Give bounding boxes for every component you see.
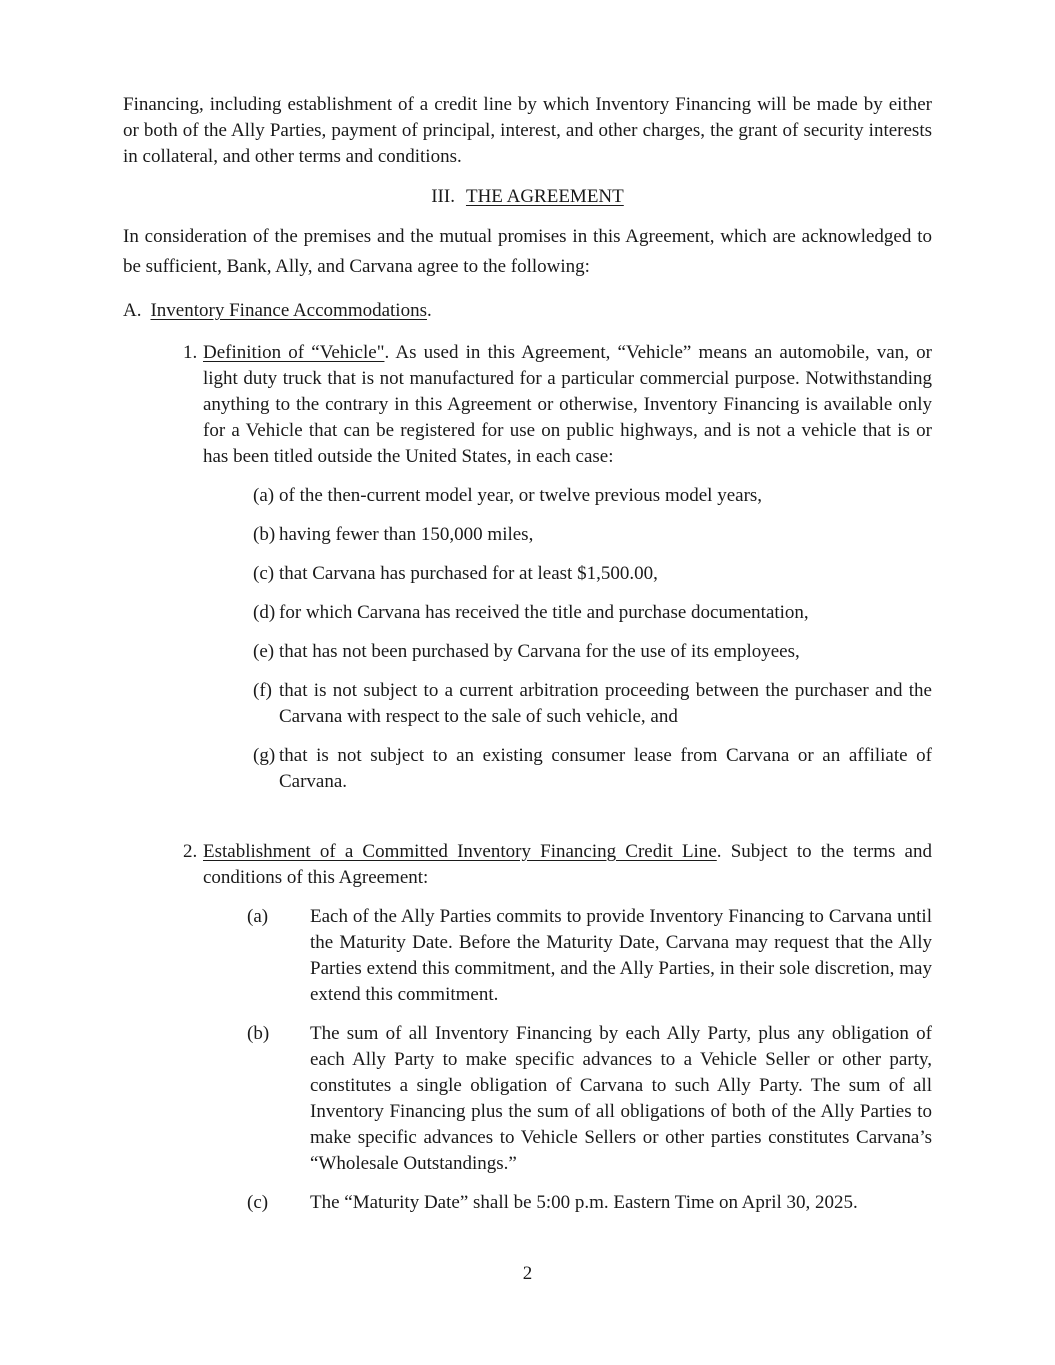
- list-item: [123, 561, 932, 587]
- list-item: [123, 1190, 932, 1216]
- section-a-heading: [123, 298, 932, 324]
- list-item-text: that has not been purchased by Carvana for the use of its employees,: [279, 641, 800, 662]
- item-2-number: 2.: [183, 841, 198, 862]
- list-item-label: (f): [253, 680, 272, 701]
- section-a-suffix: .: [426, 300, 432, 321]
- item-2: [123, 839, 932, 891]
- list-item-label: (e): [253, 641, 275, 662]
- item-2-body: Subject to the terms and conditions of this Agreement:: [203, 841, 932, 888]
- list-item-text: for which Carvana has received the title and purchase documentation,: [279, 602, 809, 623]
- item-1-paragraph: [203, 340, 932, 470]
- list-item: [123, 743, 932, 795]
- list-item-text: that is not subject to a current arbitration proceeding between the purchaser and the Carvana with respect to the sale of such vehicle, and: [279, 680, 932, 727]
- list-item-label: (c): [253, 563, 275, 584]
- list-item-text: that is not subject to an existing consumer lease from Carvana or an affiliate of Carvana.: [279, 745, 932, 792]
- list-item-text: that Carvana has purchased for at least $1,500.00,: [279, 563, 658, 584]
- item-1: [123, 340, 932, 470]
- intro-paragraph: Financing, including establishment of a credit line by which Inventory Financing will be made by either or both of the Ally Parties, payment of principal, interest, and other charges, the grant of security interests in collateral, and other terms and conditions.: [123, 94, 932, 167]
- list-item-label: (a): [253, 485, 275, 506]
- section-a-label: A.: [123, 300, 142, 321]
- list-item-text: Each of the Ally Parties commits to provide Inventory Financing to Carvana until the Maturity Date. Before the Maturity Date, Carvana may request that the Ally Parties extend this commitment, and the Ally Parties, in their sole discretion, may extend this commitment.: [310, 906, 932, 1005]
- list-item-label: (a): [247, 906, 269, 927]
- list-item: [123, 639, 932, 665]
- consideration-paragraph: In consideration of the premises and the mutual promises in this Agreement, which are acknowledged to be sufficient, Bank, Ally, and Carvana agree to the following:: [123, 226, 932, 277]
- list-item-label: (b): [253, 524, 276, 545]
- item-2-title: Establishment of a Committed Inventory Financing Credit Line: [203, 841, 717, 862]
- item-1-title: Definition of “Vehicle": [203, 342, 385, 363]
- list-item-label: (g): [253, 745, 276, 766]
- list-item: [123, 483, 932, 509]
- list-item: [123, 600, 932, 626]
- list-item-label: (d): [253, 602, 276, 623]
- list-item-text: having fewer than 150,000 miles,: [279, 524, 534, 545]
- heading-title: THE AGREEMENT: [465, 186, 624, 207]
- item-2-suffix: .: [716, 841, 731, 862]
- list-item-label: (c): [247, 1192, 269, 1213]
- list-item-text: of the then-current model year, or twelve previous model years,: [279, 485, 763, 506]
- section-heading-agreement: [123, 184, 932, 210]
- section-a-title: Inventory Finance Accommodations: [150, 300, 427, 321]
- list-item-text: The sum of all Inventory Financing by each Ally Party, plus any obligation of each Ally Party to make specific advances to a Vehicle Seller or other party, constitutes a single obligation of Carvana to such Ally Party. The sum of all Inventory Financing plus the sum of all obligations of both of the Ally Parties to make specific advances to Vehicle Sellers or other parties constitutes Carvana’s “Wholesale Outstandings.”: [310, 1023, 932, 1174]
- heading-numeral: III.: [431, 186, 455, 207]
- list-item: [123, 904, 932, 1008]
- list-item: [123, 678, 932, 730]
- document-content: [123, 92, 932, 1216]
- list-item: [123, 522, 932, 548]
- page-number: 2: [522, 1263, 533, 1284]
- item-1-suffix: .: [384, 342, 396, 363]
- item-1-body: As used in this Agreement, “Vehicle” means an automobile, van, or light duty truck that is not manufactured for a particular commercial purpose. Notwithstanding anything to the contrary in this Agreement or otherwise, Inventory Financing is available only for a Vehicle that can be registered for use on public highways, and is not a vehicle that is or has been titled outside the United States, in each case:: [203, 342, 932, 467]
- list-item-text: The “Maturity Date” shall be 5:00 p.m. Eastern Time on April 30, 2025.: [310, 1192, 858, 1213]
- item-2-paragraph: [203, 839, 932, 891]
- list-item: [123, 1021, 932, 1177]
- list-item-label: (b): [247, 1023, 270, 1044]
- item-1-number: 1.: [183, 342, 198, 363]
